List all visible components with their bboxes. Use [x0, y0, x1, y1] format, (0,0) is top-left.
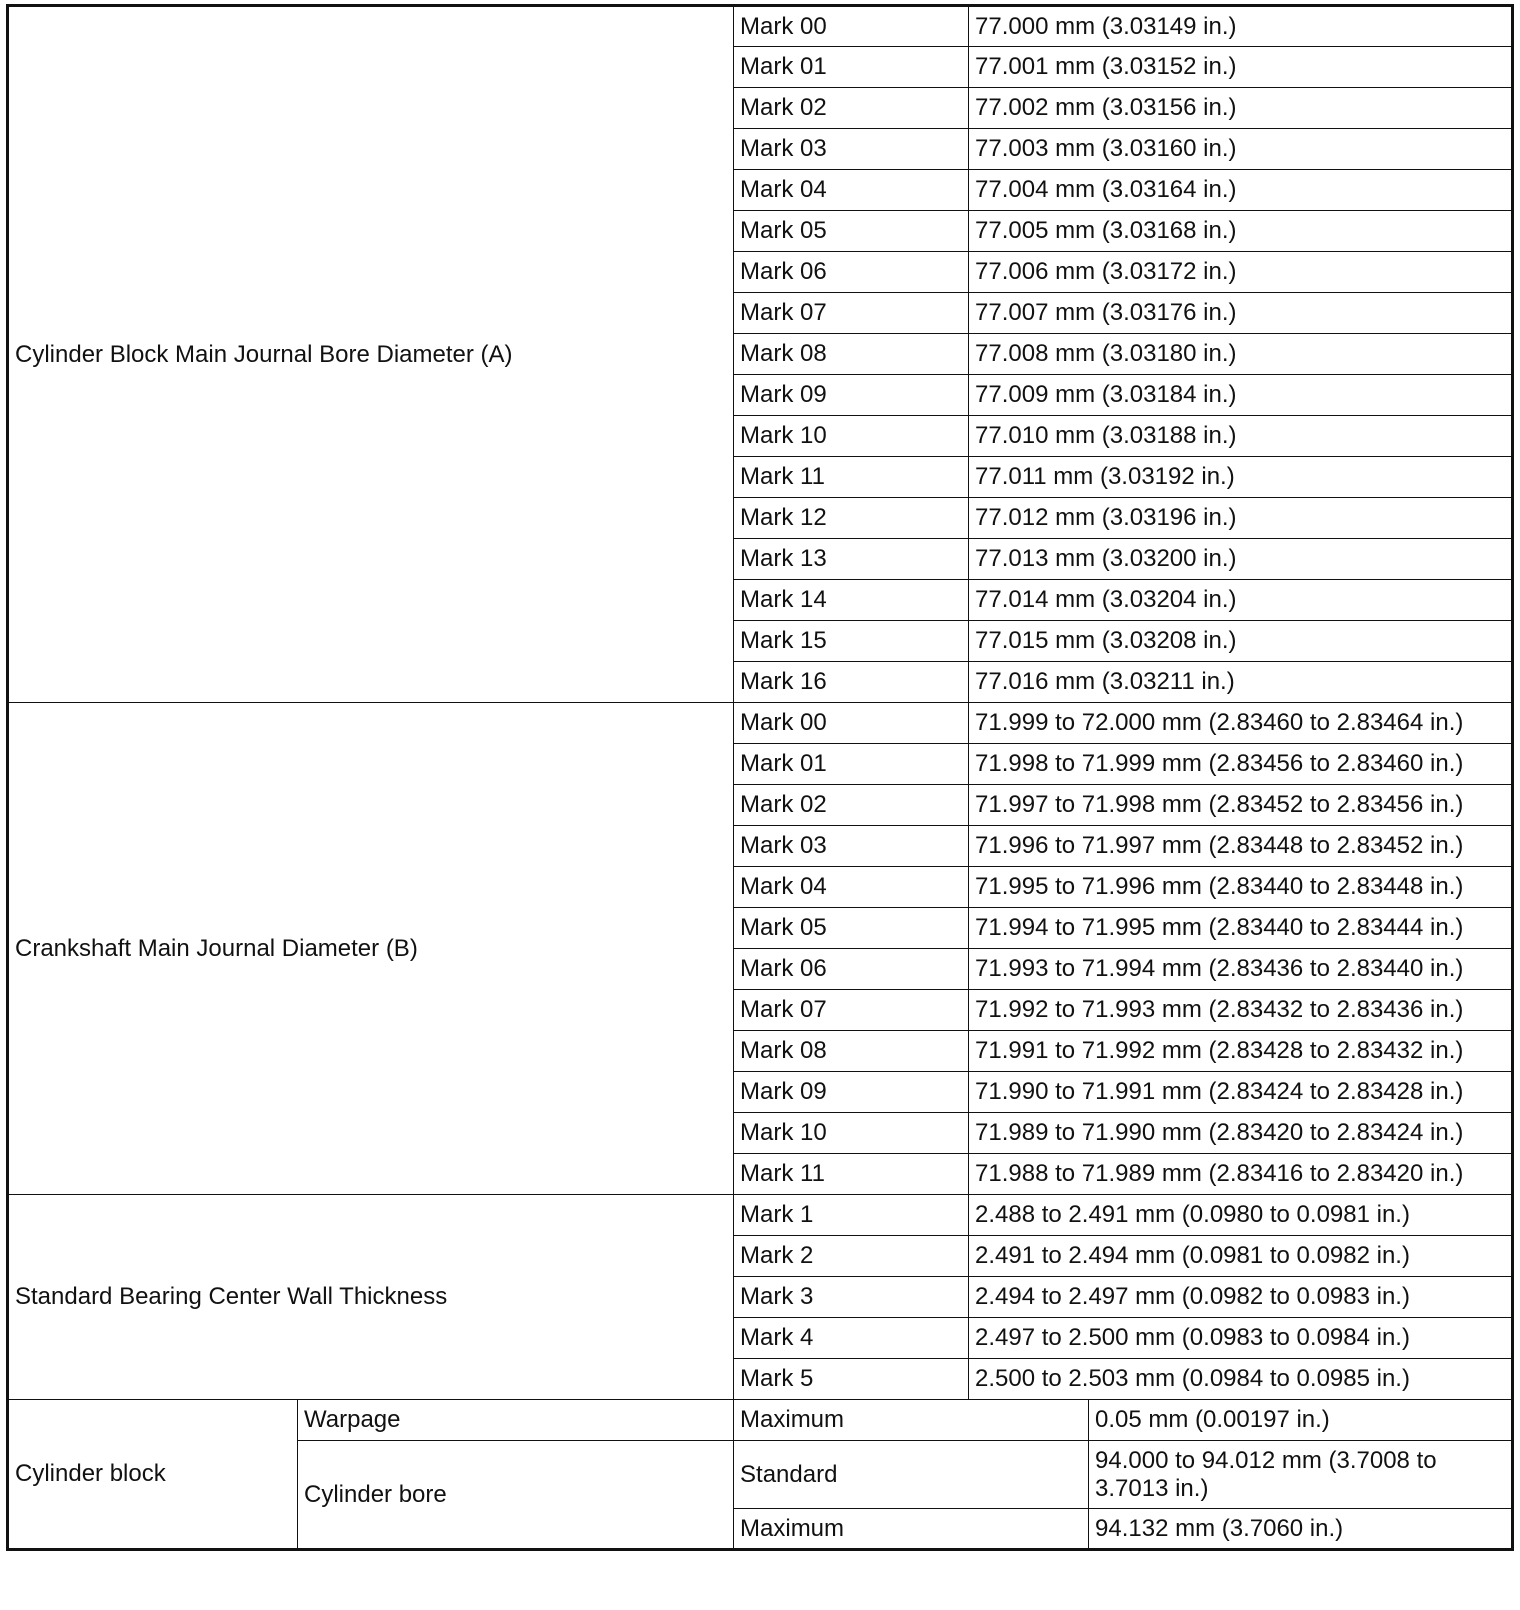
- mark-cell: Mark 09: [734, 375, 969, 416]
- mark-cell: Mark 4: [734, 1318, 969, 1359]
- value-cell: 77.007 mm (3.03176 in.): [969, 293, 1513, 334]
- cylinder-block-label: Cylinder block: [8, 1400, 298, 1550]
- value-cell: 71.995 to 71.996 mm (2.83440 to 2.83448 in.): [969, 867, 1513, 908]
- mark-cell: Mark 12: [734, 498, 969, 539]
- mark-cell: Mark 04: [734, 170, 969, 211]
- section-label: Crankshaft Main Journal Diameter (B): [8, 703, 734, 1195]
- mark-cell: Mark 00: [734, 703, 969, 744]
- mark-cell: Mark 1: [734, 1195, 969, 1236]
- mark-cell: Mark 07: [734, 293, 969, 334]
- mark-cell: Mark 13: [734, 539, 969, 580]
- table-row: [8, 703, 1513, 744]
- value-cell: 71.988 to 71.989 mm (2.83416 to 2.83420 in.): [969, 1154, 1513, 1195]
- table-row-warpage: [8, 1400, 1513, 1441]
- bore-standard-value: 94.000 to 94.012 mm (3.7008 to 3.7013 in.): [1089, 1441, 1513, 1509]
- value-cell: 2.500 to 2.503 mm (0.0984 to 0.0985 in.): [969, 1359, 1513, 1400]
- mark-cell: Mark 09: [734, 1072, 969, 1113]
- mark-cell: Mark 3: [734, 1277, 969, 1318]
- bore-maximum-value: 94.132 mm (3.7060 in.): [1089, 1509, 1513, 1550]
- mark-cell: Mark 16: [734, 662, 969, 703]
- mark-cell: Mark 05: [734, 908, 969, 949]
- value-cell: 77.013 mm (3.03200 in.): [969, 539, 1513, 580]
- value-cell: 77.005 mm (3.03168 in.): [969, 211, 1513, 252]
- mark-cell: Mark 08: [734, 1031, 969, 1072]
- value-cell: 77.002 mm (3.03156 in.): [969, 88, 1513, 129]
- mark-cell: Mark 02: [734, 785, 969, 826]
- value-cell: 77.014 mm (3.03204 in.): [969, 580, 1513, 621]
- value-cell: 77.009 mm (3.03184 in.): [969, 375, 1513, 416]
- value-cell: 77.008 mm (3.03180 in.): [969, 334, 1513, 375]
- mark-cell: Mark 06: [734, 252, 969, 293]
- value-cell: 77.010 mm (3.03188 in.): [969, 416, 1513, 457]
- mark-cell: Mark 01: [734, 744, 969, 785]
- mark-cell: Mark 11: [734, 1154, 969, 1195]
- value-cell: 71.993 to 71.994 mm (2.83436 to 2.83440 in.): [969, 949, 1513, 990]
- mark-cell: Mark 15: [734, 621, 969, 662]
- value-cell: 71.997 to 71.998 mm (2.83452 to 2.83456 in.): [969, 785, 1513, 826]
- value-cell: 71.991 to 71.992 mm (2.83428 to 2.83432 in.): [969, 1031, 1513, 1072]
- mark-cell: Mark 08: [734, 334, 969, 375]
- warpage-label: Warpage: [298, 1400, 734, 1441]
- value-cell: 71.999 to 72.000 mm (2.83460 to 2.83464 in.): [969, 703, 1513, 744]
- value-cell: 77.016 mm (3.03211 in.): [969, 662, 1513, 703]
- mark-cell: Mark 01: [734, 47, 969, 88]
- section-label: Cylinder Block Main Journal Bore Diameter (A): [8, 6, 734, 703]
- mark-cell: Mark 5: [734, 1359, 969, 1400]
- mark-cell: Mark 2: [734, 1236, 969, 1277]
- mark-cell: Mark 00: [734, 6, 969, 47]
- mark-cell: Mark 04: [734, 867, 969, 908]
- value-cell: 71.994 to 71.995 mm (2.83440 to 2.83444 in.): [969, 908, 1513, 949]
- spec-table-body: [8, 6, 1513, 1550]
- value-cell: 2.497 to 2.500 mm (0.0983 to 0.0984 in.): [969, 1318, 1513, 1359]
- value-cell: 71.998 to 71.999 mm (2.83456 to 2.83460 in.): [969, 744, 1513, 785]
- value-cell: 2.488 to 2.491 mm (0.0980 to 0.0981 in.): [969, 1195, 1513, 1236]
- mark-cell: Mark 05: [734, 211, 969, 252]
- cylinder-bore-label: Cylinder bore: [298, 1441, 734, 1550]
- bore-standard-label: Standard: [734, 1441, 1089, 1509]
- value-cell: 77.000 mm (3.03149 in.): [969, 6, 1513, 47]
- mark-cell: Mark 07: [734, 990, 969, 1031]
- value-cell: 77.006 mm (3.03172 in.): [969, 252, 1513, 293]
- value-cell: 71.990 to 71.991 mm (2.83424 to 2.83428 in.): [969, 1072, 1513, 1113]
- mark-cell: Mark 10: [734, 1113, 969, 1154]
- mark-cell: Mark 11: [734, 457, 969, 498]
- warpage-type: Maximum: [734, 1400, 1089, 1441]
- warpage-value: 0.05 mm (0.00197 in.): [1089, 1400, 1513, 1441]
- mark-cell: Mark 03: [734, 129, 969, 170]
- value-cell: 77.012 mm (3.03196 in.): [969, 498, 1513, 539]
- table-row: [8, 6, 1513, 47]
- value-cell: 77.001 mm (3.03152 in.): [969, 47, 1513, 88]
- mark-cell: Mark 02: [734, 88, 969, 129]
- table-row: [8, 1195, 1513, 1236]
- value-cell: 2.491 to 2.494 mm (0.0981 to 0.0982 in.): [969, 1236, 1513, 1277]
- value-cell: 77.004 mm (3.03164 in.): [969, 170, 1513, 211]
- section-label: Standard Bearing Center Wall Thickness: [8, 1195, 734, 1400]
- mark-cell: Mark 06: [734, 949, 969, 990]
- spec-table: [6, 4, 1514, 1551]
- value-cell: 77.015 mm (3.03208 in.): [969, 621, 1513, 662]
- mark-cell: Mark 03: [734, 826, 969, 867]
- value-cell: 71.989 to 71.990 mm (2.83420 to 2.83424 in.): [969, 1113, 1513, 1154]
- value-cell: 77.003 mm (3.03160 in.): [969, 129, 1513, 170]
- value-cell: 2.494 to 2.497 mm (0.0982 to 0.0983 in.): [969, 1277, 1513, 1318]
- bore-maximum-label: Maximum: [734, 1509, 1089, 1550]
- value-cell: 77.011 mm (3.03192 in.): [969, 457, 1513, 498]
- value-cell: 71.996 to 71.997 mm (2.83448 to 2.83452 in.): [969, 826, 1513, 867]
- mark-cell: Mark 10: [734, 416, 969, 457]
- value-cell: 71.992 to 71.993 mm (2.83432 to 2.83436 in.): [969, 990, 1513, 1031]
- mark-cell: Mark 14: [734, 580, 969, 621]
